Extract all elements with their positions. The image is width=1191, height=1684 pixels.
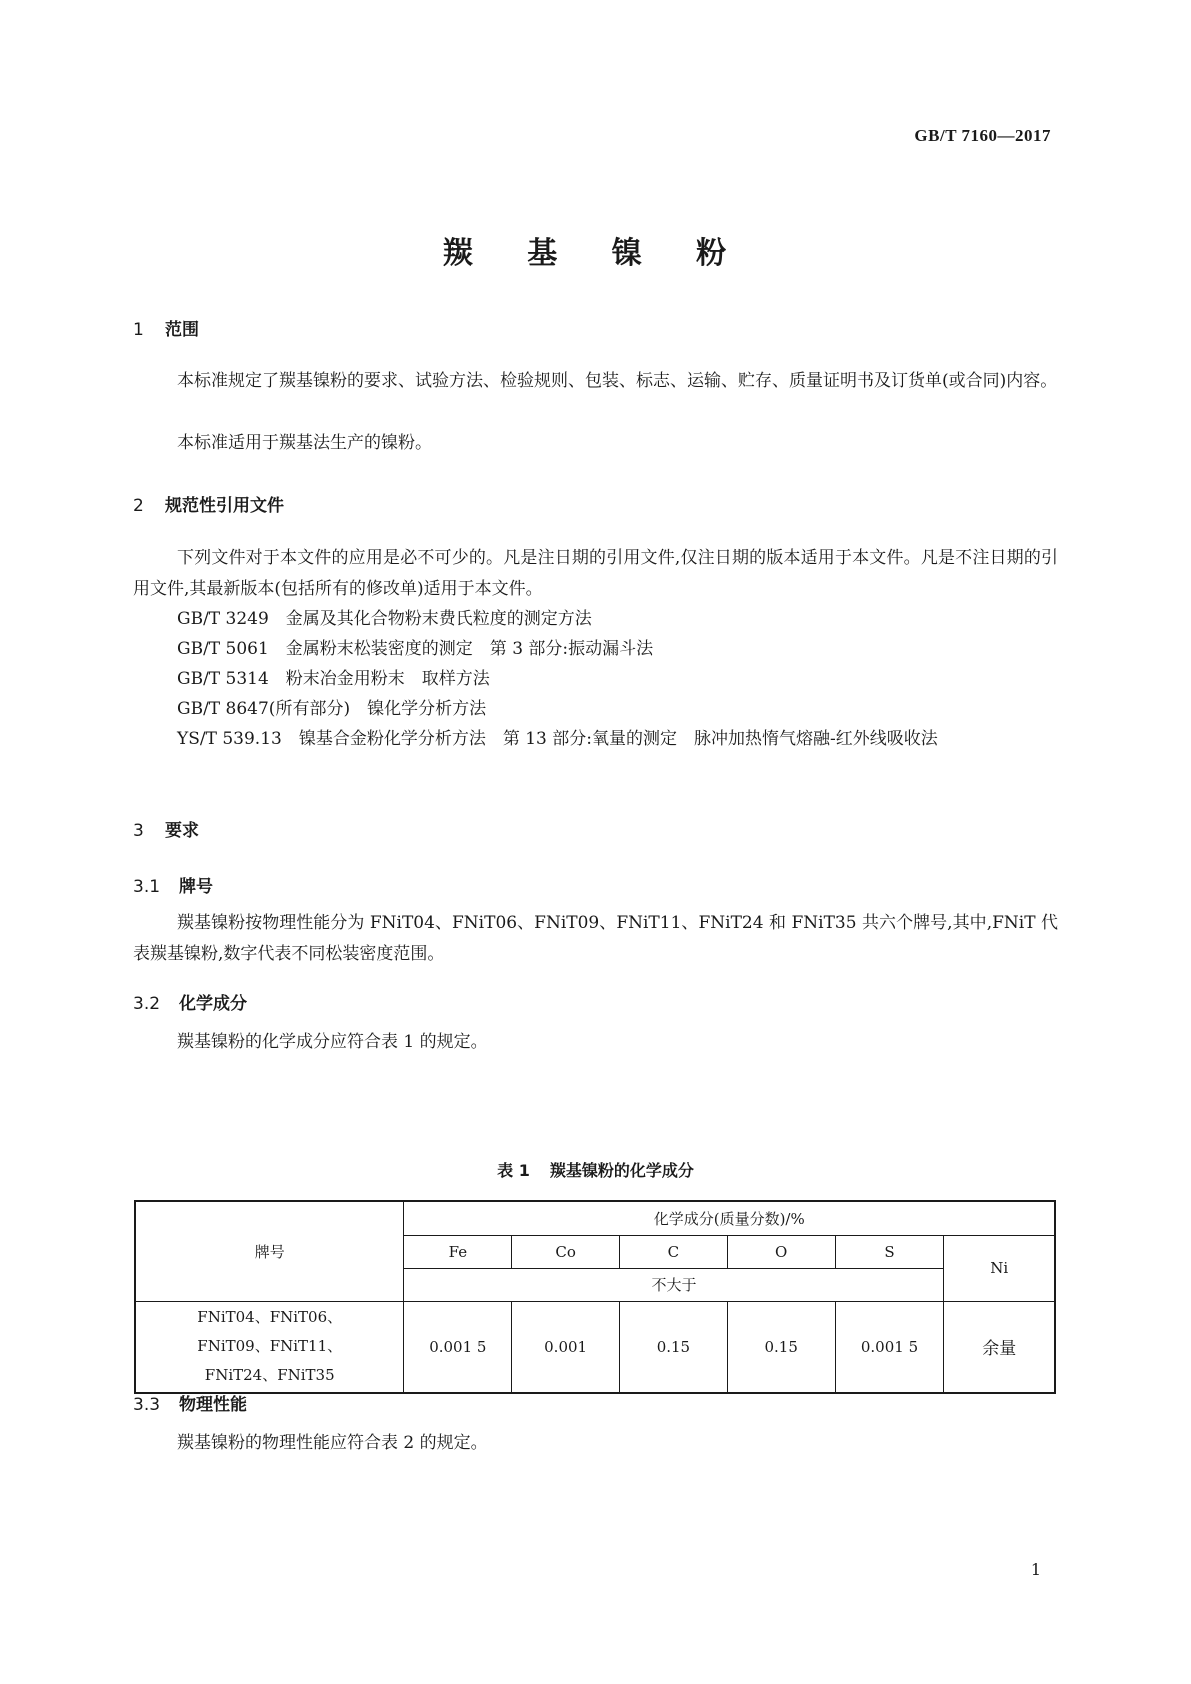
reference-item: GB/T 5314 粉末冶金用粉末 取样方法 — [177, 669, 490, 689]
standard-number: GB/T 7160—2017 — [914, 126, 1051, 145]
value-cell: 0.15 — [620, 1301, 728, 1393]
section-title: 范围 — [165, 320, 199, 340]
reference-item: GB/T 8647(所有部分) 镍化学分析方法 — [177, 699, 487, 719]
section-3-1-heading — [133, 872, 213, 897]
grade-line: FNiT24、FNiT35 — [204, 1366, 335, 1385]
chemical-composition-table — [134, 1200, 1056, 1394]
grade-line: FNiT09、FNiT11、 — [197, 1337, 343, 1356]
section-1-paragraph-1: 本标准规定了羰基镍粉的要求、试验方法、检验规则、包装、标志、运输、贮存、质量证明书及订货单(或合同)内容。 — [177, 371, 1058, 391]
section-title: 化学成分 — [179, 994, 247, 1014]
grades-cell — [135, 1301, 404, 1393]
section-title: 物理性能 — [179, 1395, 247, 1415]
section-1-paragraph-2: 本标准适用于羰基法生产的镍粉。 — [177, 433, 432, 453]
section-number: 3.3 — [133, 1395, 161, 1415]
section-3-2-paragraph: 羰基镍粉的化学成分应符合表 1 的规定。 — [177, 1032, 488, 1052]
section-number: 1 — [133, 320, 144, 340]
document-title: 羰 基 镍 粉 — [442, 236, 749, 271]
value-cell: 0.001 5 — [404, 1301, 512, 1393]
limit-label: 不大于 — [404, 1268, 944, 1301]
grade-line: FNiT04、FNiT06、 — [197, 1308, 343, 1327]
section-number: 2 — [133, 496, 144, 516]
element-header: Co — [512, 1235, 620, 1268]
element-header: O — [727, 1235, 835, 1268]
section-title: 规范性引用文件 — [165, 496, 284, 516]
reference-item: GB/T 3249 金属及其化合物粉末费氏粒度的测定方法 — [177, 609, 592, 629]
reference-item: GB/T 5061 金属粉末松装密度的测定 第 3 部分:振动漏斗法 — [177, 639, 654, 659]
section-1-heading — [133, 315, 199, 340]
section-3-3-paragraph: 羰基镍粉的物理性能应符合表 2 的规定。 — [177, 1433, 488, 1453]
section-3-heading — [133, 816, 199, 841]
ni-header: Ni — [944, 1235, 1055, 1301]
section-number: 3.1 — [133, 877, 161, 897]
element-header: C — [620, 1235, 728, 1268]
section-2-intro: 下列文件对于本文件的应用是必不可少的。凡是注日期的引用文件,仅注日期的版本适用于本文件。凡是不注日期的引用文件,其最新版本(包括所有的修改单)适用于本文件。 — [133, 548, 1058, 599]
page-number: 1 — [1030, 1560, 1041, 1579]
table-header-row — [135, 1201, 1055, 1235]
reference-item: YS/T 539.13 镍基合金粉化学分析方法 第 13 部分:氧量的测定 脉冲加热惰气熔融-红外线吸收法 — [177, 729, 938, 749]
section-3-1-paragraph: 羰基镍粉按物理性能分为 FNiT04、FNiT06、FNiT09、FNiT11、FNiT24 和 FNiT35 共六个牌号,其中,FNiT 代表羰基镍粉,数字代表不同松装密度范围。 — [133, 913, 1058, 964]
section-number: 3 — [133, 821, 144, 841]
section-2-heading — [133, 491, 284, 516]
value-cell: 0.001 5 — [835, 1301, 944, 1393]
section-title: 牌号 — [179, 877, 213, 897]
table-caption — [0, 1158, 1191, 1181]
section-title: 要求 — [165, 821, 199, 841]
grade-header: 牌号 — [135, 1201, 404, 1301]
section-3-2-heading — [133, 989, 247, 1014]
composition-group-header: 化学成分(质量分数)/% — [404, 1201, 1055, 1235]
table-title: 羰基镍粉的化学成分 — [549, 1161, 694, 1180]
ni-value-cell: 余量 — [944, 1301, 1055, 1393]
value-cell: 0.15 — [727, 1301, 835, 1393]
section-number: 3.2 — [133, 994, 161, 1014]
table-number: 表 1 — [497, 1161, 530, 1180]
element-header: S — [835, 1235, 944, 1268]
section-3-3-heading — [133, 1390, 247, 1415]
value-cell: 0.001 — [512, 1301, 620, 1393]
table-row — [135, 1301, 1055, 1393]
element-header: Fe — [404, 1235, 512, 1268]
